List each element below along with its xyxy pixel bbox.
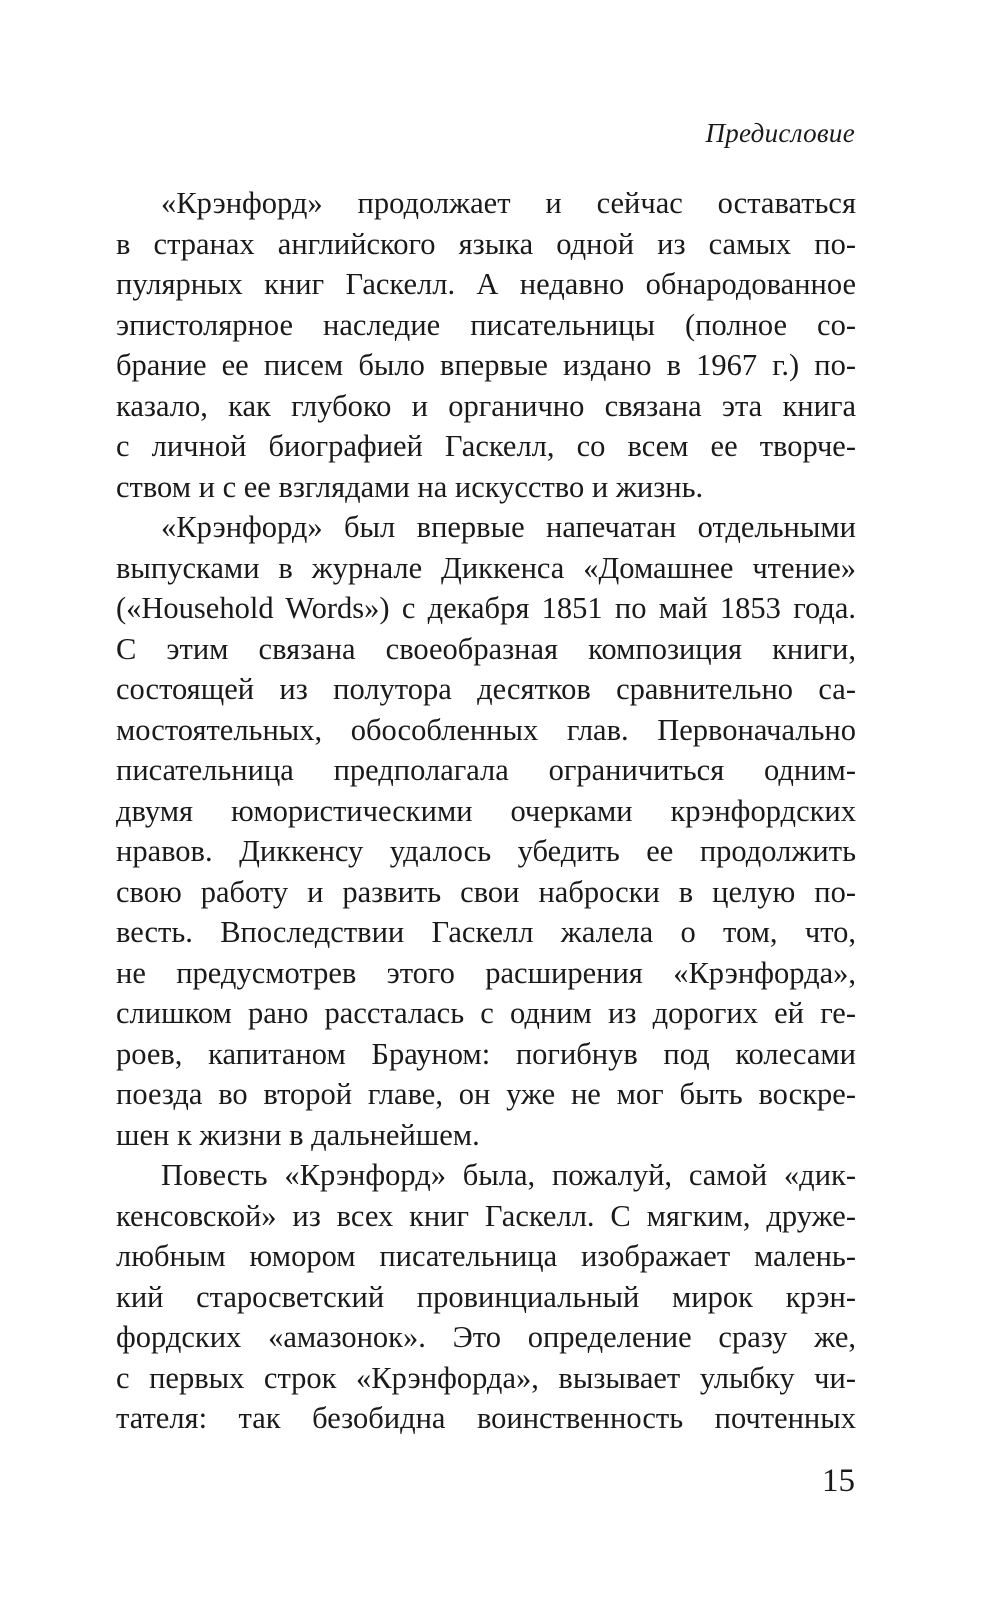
text-line: с личной биографией Гаскелл, со всем ее творче- bbox=[116, 429, 856, 463]
text-line: с первых строк «Крэнфорда», вызывает улыбку чи- bbox=[116, 1360, 856, 1395]
text-line: состоящей из полутора десятков сравнительно са- bbox=[116, 672, 856, 706]
text-line: ством и с ее взглядами на искусство и жизнь. bbox=[116, 469, 704, 504]
text-line: выпусками в журнале Диккенса «Домашнее чтение» bbox=[116, 550, 856, 585]
text-line: в странах английского языка одной из самых по- bbox=[116, 226, 856, 261]
text-line: писательница предполагала ограничиться одним- bbox=[116, 753, 856, 787]
text-line: слишком рано рассталась с одним из дорогих ей ге- bbox=[116, 996, 856, 1030]
text-line: свою работу и развить свои наброски в целую по- bbox=[116, 874, 856, 909]
text-line: Повесть «Крэнфорд» была, пожалуй, самой «дик- bbox=[161, 1158, 856, 1192]
text-line: мостоятельных, обособленных глав. Первоначально bbox=[116, 712, 856, 747]
text-line: кий старосветский провинциальный мирок крэн- bbox=[116, 1279, 856, 1314]
text-line: («Household Words») с декабря 1851 по май 1853 года. bbox=[116, 591, 856, 625]
paragraph-2 bbox=[116, 507, 856, 1155]
text-line: С этим связана своеобразная композиция книги, bbox=[116, 631, 856, 666]
text-line: кенсовской» из всех книг Гаскелл. С мягким, друже- bbox=[116, 1198, 856, 1233]
paragraph-1 bbox=[116, 183, 856, 507]
text-line: нравов. Диккенсу удалось убедить ее продолжить bbox=[116, 834, 856, 868]
text-line: не предусмотрев этого расширения «Крэнфорда», bbox=[116, 955, 856, 990]
text-line: фордских «амазонок». Это определение сразу же, bbox=[116, 1320, 856, 1354]
text-line: пулярных книг Гаскелл. А недавно обнародованное bbox=[116, 267, 856, 301]
running-head: Предисловие bbox=[705, 118, 855, 148]
text-line: весть. Впоследствии Гаскелл жалела о том, что, bbox=[116, 915, 856, 949]
text-line: двумя юмористическими очерками крэнфордских bbox=[116, 793, 856, 828]
text-line: роев, капитаном Брауном: погибнув под колесами bbox=[116, 1036, 856, 1071]
text-line: шен к жизни в дальнейшем. bbox=[116, 1117, 480, 1152]
page-number: 15 bbox=[822, 1463, 855, 1499]
text-line: «Крэнфорд» продолжает и сейчас оставаться bbox=[161, 186, 856, 220]
text-line: казало, как глубоко и органично связана эта книга bbox=[116, 388, 856, 423]
text-line: поезда во второй главе, он уже не мог быть воскре- bbox=[116, 1077, 856, 1111]
text-line: эпистолярное наследие писательницы (полное со- bbox=[116, 307, 856, 342]
text-line: «Крэнфорд» был впервые напечатан отдельными bbox=[161, 510, 856, 544]
paragraph-3 bbox=[116, 1155, 856, 1439]
text-line: тателя: так безобидна воинственность почтенных bbox=[116, 1401, 856, 1435]
body-text bbox=[116, 183, 856, 1439]
text-line: брание ее писем было впервые издано в 1967 г.) по- bbox=[116, 348, 856, 382]
text-line: любным юмором писательница изображает малень- bbox=[116, 1239, 856, 1273]
